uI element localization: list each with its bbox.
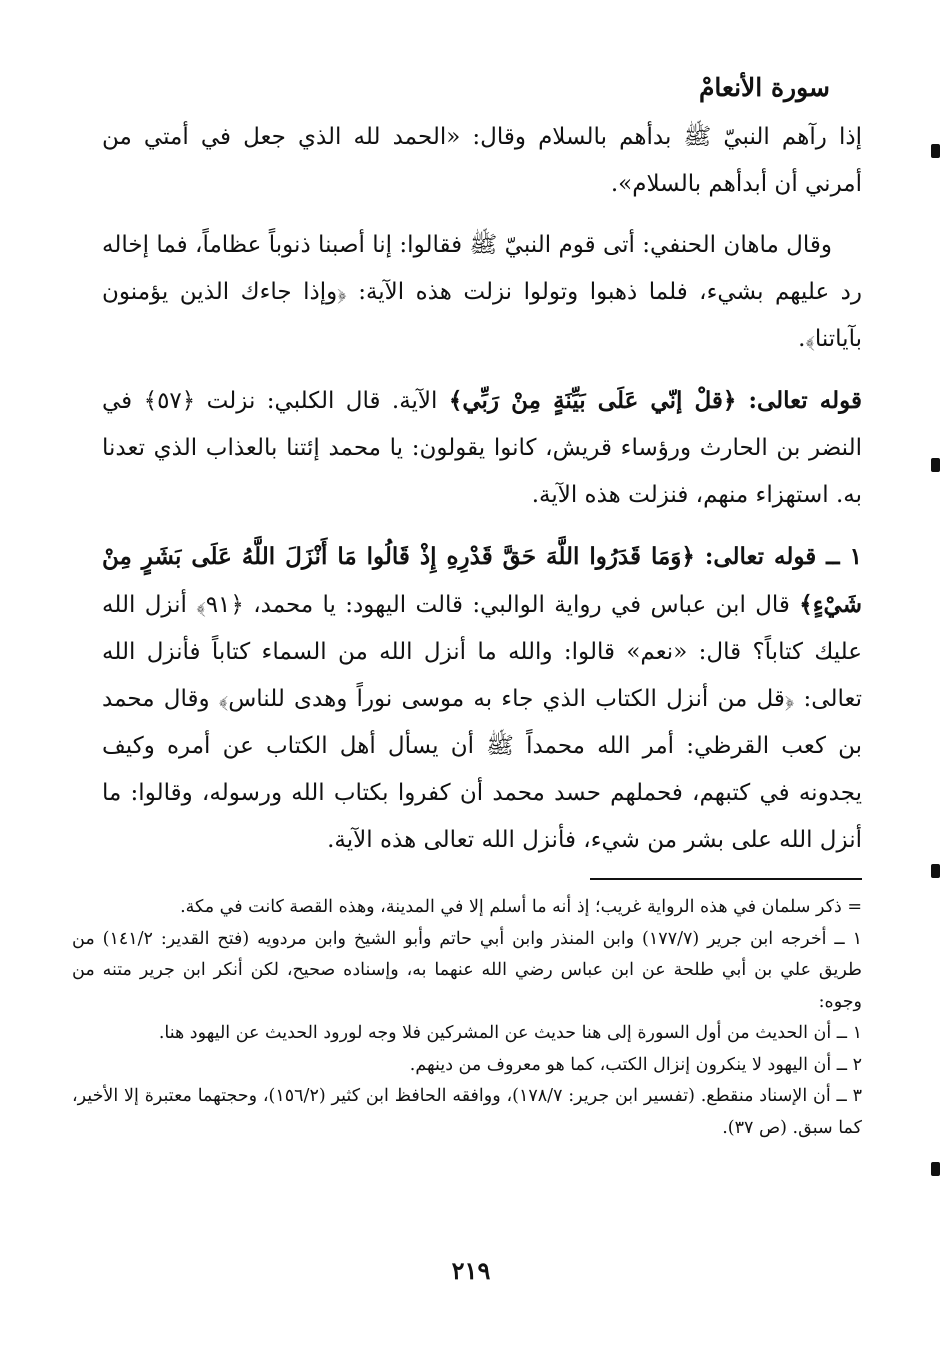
footnote-continued: = ذكر سلمان في هذه الرواية غريب؛ إذ أنه ما أسلم إلا في المدينة، وهذه القصة كانت في مكة. <box>180 897 862 917</box>
paragraph-verse-91 <box>102 533 862 864</box>
paragraph-mahan: وقال ماهان الحنفي: أتى قوم النبيّ ﷺ فقالوا: إنا أصبنا ذنوباً عظاماً، فما إخاله رد عليهم بشيء، فلما ذهبوا وتولوا نزلت هذه الآية: ﴿وإذا جاءك الذين يؤمنون بآياتنا﴾. <box>102 232 862 352</box>
quranic-verse: ﴿قلْ إنّي عَلَى بَيِّنَةٍ مِنْ رَبِّي﴾ <box>448 387 737 414</box>
paragraph-lead: ١ ــ قوله تعالى: <box>694 543 862 570</box>
margin-mark <box>931 458 940 472</box>
margin-mark <box>931 1162 940 1176</box>
footnotes <box>72 892 862 1144</box>
paragraph-verse-57 <box>102 377 862 519</box>
margin-mark <box>931 864 940 878</box>
footnote-1-point-3: ٣ ــ أن الإسناد منقطع. (تفسير ابن جرير: ١٧٨/٧)، ووافقه الحافظ ابن كثير (١٥٦/٢)، وحجتهما معتبرة إلا الأخير، كما سبق. (ص ٣٧). <box>72 1086 862 1138</box>
footnote-1-point-2: ٢ ــ أن اليهود لا ينكرون إنزال الكتب، كما هو معروف من دينهم. <box>409 1054 862 1075</box>
paragraph-rest: قال ابن عباس في رواية الوالبي: قالت اليهود: يا محمد، ﴿٩١﴾ أنزل الله عليك كتاباً؟ قال: «نعم» قالوا: والله ما أنزل الله من السماء كتاباً فأنزل الله تعالى: ﴿قل من أنزل الكتاب الذي جاء به موسى نوراً وهدى للناس﴾ وقال محمد بن كعب القرظي: أمر الله محمداً ﷺ أن يسأل أهل الكتاب عن أمره وكيف يجدونه في كتبهم، فحملهم حسد محمد أن كفروا بكتاب الله ورسوله، وقالوا: ما أنزل الله على بشر من شيء، فأنزل الله تعالى هذه الآية. <box>102 592 862 853</box>
main-text <box>102 114 862 878</box>
paragraph-continuation: إذا رآهم النبيّ ﷺ بدأهم بالسلام وقال: «الحمد لله الذي جعل في أمتي من أمرني أن أبدأهم بالسلام». <box>102 124 862 197</box>
margin-mark <box>931 144 940 158</box>
page-number: ٢١٩ <box>451 1256 491 1285</box>
running-header-surah-title: سورة الأنعامْ <box>698 73 830 102</box>
footnote-1: ١ ــ أخرجه ابن جرير (١٧٧/٧) وابن المنذر وابن أبي حاتم وأبو الشيخ وابن مردويه (فتح القدير: ١٤١/٢) من طريق علي بن أبي طلحة عن ابن عباس رضي الله عنهما به، وإسناده صحيح، لكن أنكر ابن جرير متنه من وجوه: <box>72 928 862 1012</box>
footnote-1-point-1: ١ ــ أن الحديث من أول السورة إلى هنا حديث عن المشركين فلا وجه لورود الحديث عن اليهود هنا. <box>158 1023 862 1043</box>
paragraph-lead: قوله تعالى: <box>736 387 863 414</box>
paragraph-rest: الآية. قال الكلبي: نزلت ﴿٥٧﴾ في النضر بن الحارث ورؤساء قريش، كانوا يقولون: يا محمد إئتنا بالعذاب الذي تعدنا به. استهزاء منهم، فنزلت هذه الآية. <box>102 388 862 508</box>
footnote-separator <box>590 878 862 880</box>
quranic-verse: ﴿وَمَا قَدَرُوا اللَّهَ حَقَّ قَدْرِهِ إِذْ قَالُوا مَا أَنْزَلَ اللَّهُ عَلَى بَشَرٍ مِنْ شَيْءٍ﴾ <box>102 543 862 618</box>
